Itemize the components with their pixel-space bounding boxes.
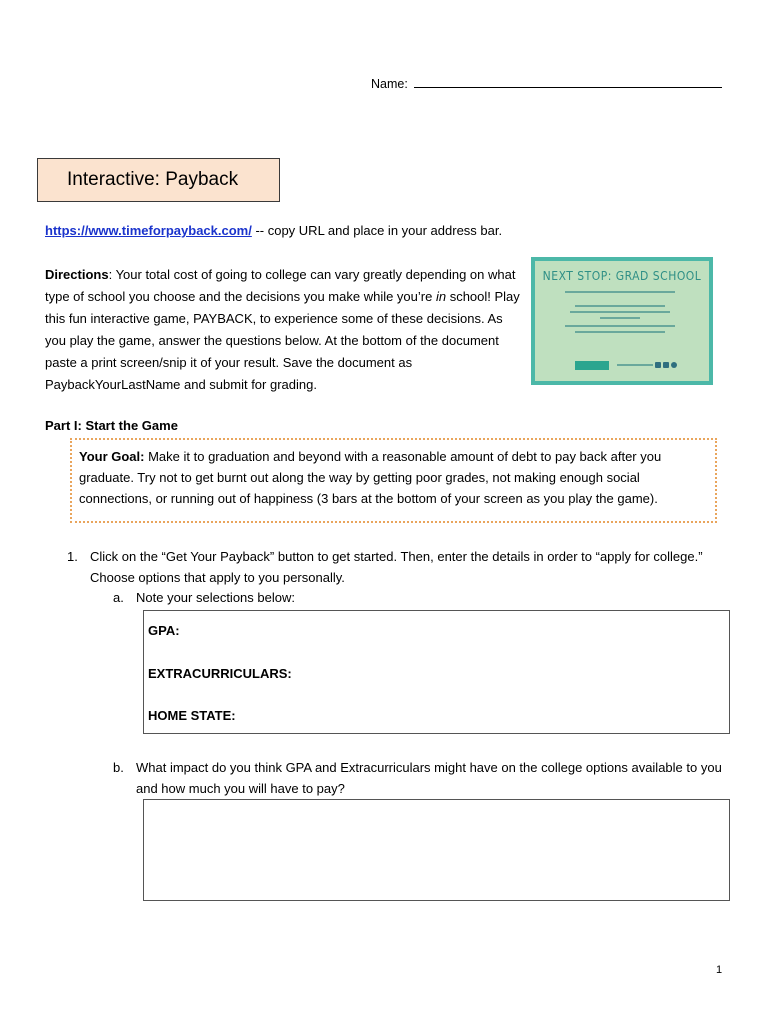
page-title: Interactive: Payback: [67, 169, 239, 190]
question-text: What impact do you think GPA and Extracurriculars might have on the college options available to you and how much you will have to pay?: [136, 760, 722, 796]
screenshot-button: [575, 361, 609, 370]
title-box: [37, 158, 280, 202]
url-instruction: -- copy URL and place in your address bar.: [251, 223, 503, 238]
home-state-label: HOME STATE:: [148, 708, 236, 723]
screenshot-text-line: [565, 291, 675, 293]
screenshot-title: NEXT STOP: GRAD SCHOOL: [542, 269, 702, 283]
directions-text-continued: school! Play this fun interactive game, PAYBACK, to experience some of these decisions. As you play the game, answer the questions below. At the bottom of the document paste a print screen/snip it of your result. Save the document as PaybackYourLastName and submit for grading.: [45, 289, 520, 392]
extracurriculars-label: EXTRACURRICULARS:: [148, 666, 292, 681]
url-line: [45, 223, 502, 238]
question-letter: a.: [113, 590, 124, 605]
screenshot-text-line: [600, 317, 640, 319]
question-1: [67, 546, 727, 588]
share-icon: [671, 362, 677, 368]
directions-label: Directions: [45, 267, 109, 282]
goal-box: [70, 438, 717, 523]
directions-text: : Your total cost of going to college can vary greatly depending on what type of school you choose and the decisions you make while you’re: [45, 267, 516, 304]
screenshot-share-text: [617, 364, 653, 366]
selections-answer-box[interactable]: [143, 610, 730, 734]
screenshot-text-line: [570, 311, 670, 313]
page-number: 1: [716, 964, 723, 976]
game-screenshot: [531, 257, 713, 385]
gpa-label: GPA:: [148, 623, 180, 638]
name-label: Name:: [371, 77, 408, 91]
impact-answer-box[interactable]: [143, 799, 730, 901]
payback-link[interactable]: https://www.timeforpayback.com/: [45, 223, 252, 238]
directions-italic: in: [435, 289, 447, 304]
goal-label: Your Goal:: [79, 449, 145, 464]
question-number: 1.: [67, 549, 78, 564]
question-text: Note your selections below:: [136, 590, 295, 605]
part1-heading: Part I: Start the Game: [45, 418, 178, 433]
name-blank-line[interactable]: [414, 76, 722, 88]
question-1a: [113, 590, 295, 605]
directions-paragraph: [45, 264, 523, 396]
question-text: Click on the “Get Your Payback” button to get started. Then, enter the details in order to “apply for college.” Choose options that apply to you personally.: [90, 549, 703, 585]
screenshot-text-line: [575, 305, 665, 307]
screenshot-text-line: [575, 331, 665, 333]
name-field[interactable]: [371, 76, 722, 91]
goal-text: Make it to graduation and beyond with a reasonable amount of debt to pay back after you graduate. Try not to get burnt out along the way by getting poor grades, not making enough social connections, or running out of happiness (3 bars at the bottom of your screen as you play the game).: [79, 449, 662, 506]
twitter-icon: [663, 362, 669, 368]
question-1b: [113, 757, 723, 799]
question-letter: b.: [113, 760, 124, 775]
facebook-icon: [655, 362, 661, 368]
screenshot-text-line: [565, 325, 675, 327]
